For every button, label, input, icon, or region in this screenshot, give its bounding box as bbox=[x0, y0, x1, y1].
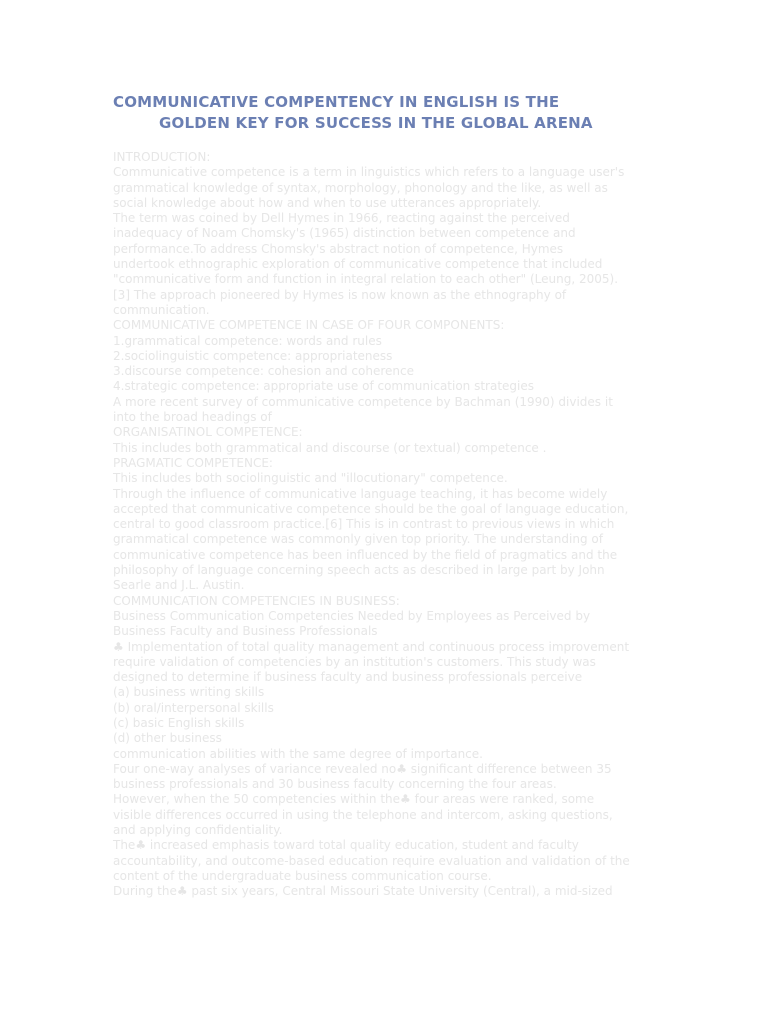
body-text-line: ♣ Implementation of total quality management and continuous process improvement bbox=[113, 639, 630, 654]
body-text-line: communication. bbox=[113, 302, 210, 317]
body-text-line: visible differences occurred in using the telephone and intercom, asking questions, bbox=[113, 807, 613, 822]
body-text-line: (c) basic English skills bbox=[113, 715, 245, 730]
body-text-line: require validation of competencies by an institution's customers. This study was bbox=[113, 654, 596, 669]
body-text-line: However, when the 50 competencies within the♣ four areas were ranked, some bbox=[113, 792, 595, 807]
body-text-line: undertook ethnographic exploration of communicative competence that included bbox=[113, 257, 603, 272]
body-text-line: and applying confidentiality. bbox=[113, 823, 283, 838]
body-text-line: social knowledge about how and when to use utterances appropriately. bbox=[113, 195, 542, 210]
body-text-line: central to good classroom practice.[6] This is in contrast to previous views in which bbox=[113, 517, 615, 532]
body-text-line: communicative competence has been influenced by the field of pragmatics and the bbox=[113, 547, 618, 562]
body-text-line: grammatical knowledge of syntax, morphology, phonology and the like, as well as bbox=[113, 180, 608, 195]
document-title bbox=[113, 92, 713, 134]
body-text-line: 4.strategic competence: appropriate use of communication strategies bbox=[113, 379, 535, 394]
body-text-line: (b) oral/interpersonal skills bbox=[113, 700, 274, 715]
body-text-line: inadequacy of Noam Chomsky's (1965) distinction between competence and bbox=[113, 226, 576, 241]
body-text-line: Through the influence of communicative language teaching, it has become widely bbox=[113, 486, 608, 501]
body-text-line: INTRODUCTION: bbox=[113, 150, 211, 164]
body-text-line: (a) business writing skills bbox=[113, 685, 265, 700]
body-text-line: performance.To address Chomsky's abstract notion of competence, Hymes bbox=[113, 241, 564, 256]
body-text-line: grammatical competence was commonly given top priority. The understanding of bbox=[113, 532, 603, 547]
body-text-line: [3] The approach pioneered by Hymes is now known as the ethnography of bbox=[113, 287, 567, 302]
body-text-line: "communicative form and function in integral relation to each other" (Leung, 2005). bbox=[113, 272, 619, 287]
body-text-line: business professionals and 30 business faculty concerning the four areas. bbox=[113, 777, 557, 792]
body-text-line: A more recent survey of communicative competence by Bachman (1990) divides it bbox=[113, 394, 613, 409]
body-text-line: COMMUNICATION COMPETENCIES IN BUSINESS: bbox=[113, 593, 400, 608]
document-body bbox=[113, 150, 673, 900]
body-text-line: This includes both sociolinguistic and "illocutionary" competence. bbox=[113, 471, 508, 486]
body-text-line: content of the undergraduate business communication course. bbox=[113, 868, 492, 883]
body-text-line: Four one-way analyses of variance revealed no♣ significant difference between 35 bbox=[113, 761, 612, 776]
body-text-line: This includes both grammatical and discourse (or textual) competence . bbox=[113, 440, 547, 455]
title-line-2: GOLDEN KEY FOR SUCCESS IN THE GLOBAL ARENA bbox=[159, 114, 593, 132]
title-line-1: COMMUNICATIVE COMPENTENCY IN ENGLISH IS THE bbox=[113, 93, 560, 111]
body-text-line: COMMUNICATIVE COMPETENCE IN CASE OF FOUR COMPONENTS: bbox=[113, 318, 505, 333]
body-text-line: 1.grammatical competence: words and rules bbox=[113, 333, 382, 348]
body-text-line: During the♣ past six years, Central Missouri State University (Central), a mid-sized bbox=[113, 884, 613, 899]
body-text-line: ORGANISATINOL COMPETENCE: bbox=[113, 425, 303, 440]
body-text-line: PRAGMATIC COMPETENCE: bbox=[113, 455, 273, 470]
body-text-line: philosophy of language concerning speech acts as described in large part by John bbox=[113, 563, 605, 578]
body-text-line: communication abilities with the same degree of importance. bbox=[113, 746, 483, 761]
body-text-line: Business Faculty and Business Professionals bbox=[113, 624, 378, 639]
body-text-line: The term was coined by Dell Hymes in 1966, reacting against the perceived bbox=[113, 211, 570, 226]
body-text-line: The♣ increased emphasis toward total quality education, student and faculty bbox=[113, 838, 579, 853]
body-text-line: Communicative competence is a term in linguistics which refers to a language user's bbox=[113, 165, 625, 180]
body-text-line: accountability, and outcome-based education require evaluation and validation of the bbox=[113, 853, 630, 868]
body-text-line: Searle and J.L. Austin. bbox=[113, 578, 245, 593]
body-text-line: 3.discourse competence: cohesion and coherence bbox=[113, 364, 414, 379]
body-text-line: 2.sociolinguistic competence: appropriateness bbox=[113, 348, 393, 363]
body-text-line: accepted that communicative competence should be the goal of language education, bbox=[113, 501, 629, 516]
body-text-line: designed to determine if business faculty and business professionals perceive bbox=[113, 670, 583, 685]
body-text-line: Business Communication Competencies Needed by Employees as Perceived by bbox=[113, 608, 591, 623]
body-text-line: into the broad headings of bbox=[113, 410, 272, 425]
body-text-line: (d) other business bbox=[113, 731, 222, 746]
